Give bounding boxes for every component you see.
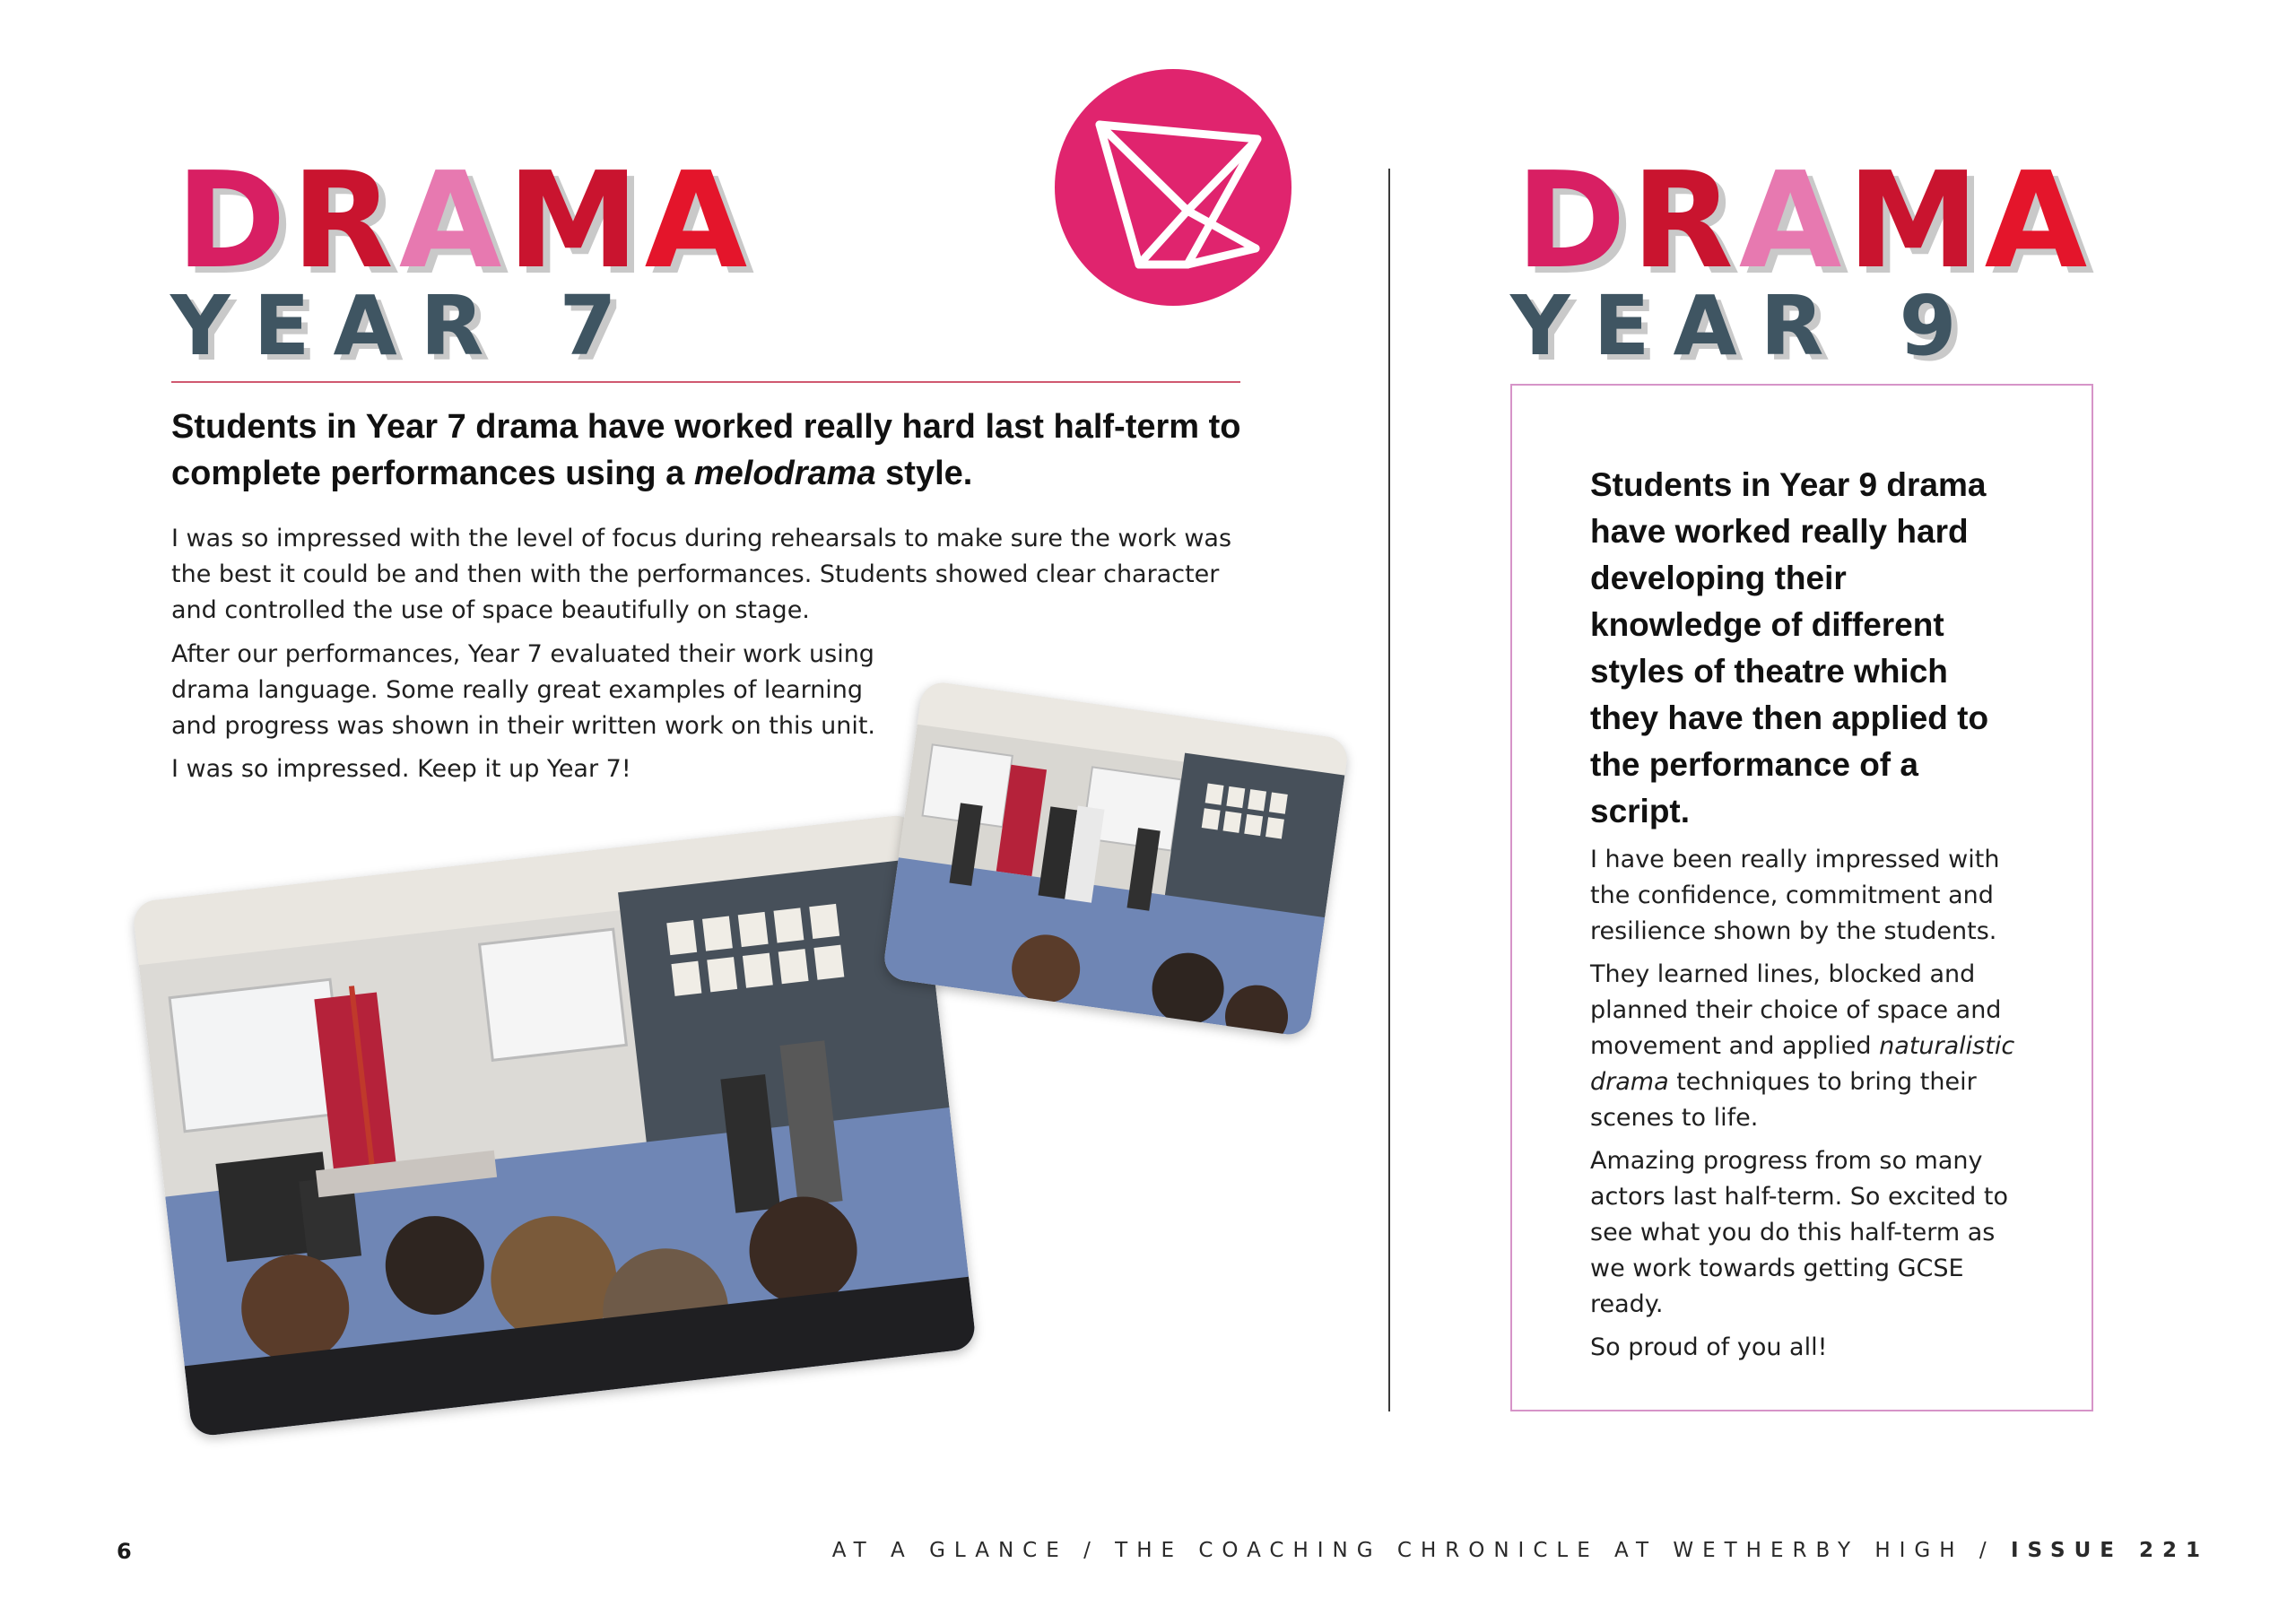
heading-letter: D [1516,143,1631,298]
left-paragraph-1: I was so impressed with the level of focus during rehearsals to make sure the work was the best it could be and then with the performances. Students showed clear character and controlled the use of space beautifully on stage. [171,525,1232,624]
section-rule [171,381,1240,383]
lead-italic: melodrama [693,455,876,492]
left-lead-text [171,404,1248,497]
year7-rehearsal-photo [882,680,1350,1038]
page-number: 6 [117,1539,132,1564]
right-lead-text: Students in Year 9 drama have worked really hard developing their knowledge of different styles of theatre which they have then applied to the performance of a script. [1590,466,1989,829]
lead-part: style. [875,455,973,492]
paragraph-part: techniques to bring their scenes to life. [1590,1068,1977,1132]
footer-title: AT A GLANCE / THE COACHING CHRONICLE AT WETHERBY HIGH / [831,1539,2011,1562]
heading-letter: A [398,143,508,298]
heading-letter: A [1984,143,2093,298]
heading-letter: R [291,143,399,298]
right-paragraph-3: Amazing progress from so many actors last half-term. So excited to see what you do this half-term as we work towards getting GCSE ready. [1590,1147,2009,1318]
right-drama-heading [1516,143,2093,298]
left-drama-heading [176,143,753,298]
column-divider [1388,169,1390,1411]
paragraph-part: They learned lines, blocked and planned their choice of space and movement and applied [1590,960,2002,1060]
lead-part: Students in Year 7 drama have worked really hard last half-term to complete performances using a [171,408,1241,492]
right-paragraph-2 [1590,957,2021,1136]
left-year-heading: YEAR 7 [170,278,640,374]
left-body-lower [171,637,916,787]
drama-logo-icon [1055,69,1292,306]
year9-content [1590,462,2021,1366]
left-paragraph-2: After our performances, Year 7 evaluated their work using drama language. Some really great examples of learning and progress was shown in their written work on this unit. [171,640,876,740]
heading-letter: R [1631,143,1739,298]
right-body [1590,842,2021,1366]
right-paragraph-4: So proud of you all! [1590,1333,1828,1361]
heading-letter: A [644,143,753,298]
left-paragraph-3: I was so impressed. Keep it up Year 7! [171,755,631,783]
year7-performance-photo [132,813,977,1437]
footer-text [832,1539,2209,1562]
footer-issue: ISSUE 221 [2010,1539,2209,1562]
heading-letter: M [1847,143,1985,298]
heading-letter: M [507,143,645,298]
left-body [171,521,1257,629]
paragraph-italic: naturalistic drama [1590,1032,2015,1096]
heading-letter: D [176,143,291,298]
right-paragraph-1: I have been really impressed with the confidence, commitment and resilience shown by the students. [1590,846,2000,945]
right-year-heading: YEAR 9 [1510,278,1980,374]
heading-letter: A [1738,143,1848,298]
